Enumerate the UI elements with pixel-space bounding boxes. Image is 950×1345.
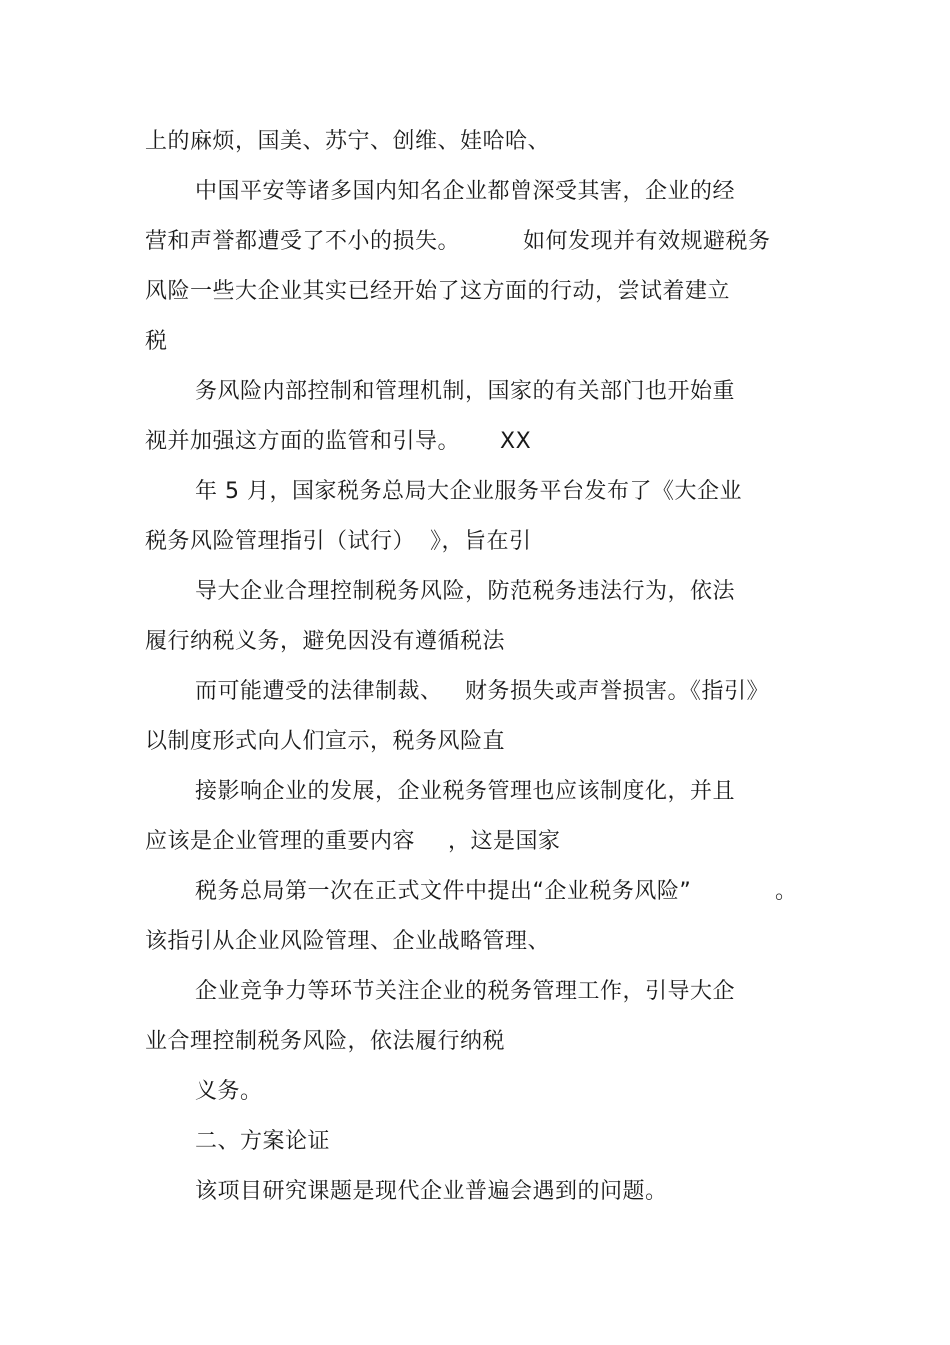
- text-line: 营和声誉都遭受了不小的损失。: [145, 229, 461, 254]
- text-line: 履行纳税义务，避免因没有遵循税法: [145, 629, 506, 654]
- text-line: 如何发现并有效规避税务: [523, 229, 771, 254]
- text-line: 年 5 月，国家税务总局大企业服务平台发布了《大企业: [195, 479, 742, 504]
- text-line: XX: [500, 429, 532, 454]
- text-line: 。: [775, 879, 798, 904]
- text-line: ，这是国家: [448, 829, 561, 854]
- text-line: 税: [145, 329, 168, 354]
- text-line: 财务损失或声誉损害。《指引》: [465, 679, 770, 704]
- text-line: 企业竞争力等环节关注企业的税务管理工作，引导大企: [195, 979, 736, 1004]
- text-line: 业合理控制税务风险，依法履行纳税: [145, 1029, 506, 1054]
- text-line: 务风险内部控制和管理机制，国家的有关部门也开始重: [195, 379, 736, 404]
- text-line: 而可能遭受的法律制裁、: [195, 679, 443, 704]
- text-line: 以制度形式向人们宣示，税务风险直: [145, 729, 506, 754]
- text-line: 应该是企业管理的重要内容: [145, 829, 416, 854]
- text-line: 》，旨在引: [430, 529, 532, 554]
- text-line: 税务风险管理指引（试行）: [145, 529, 416, 554]
- text-line: 视并加强这方面的监管和引导。: [145, 429, 461, 454]
- text-line: 导大企业合理控制税务风险，防范税务违法行为，依法: [195, 579, 736, 604]
- text-line: 税务总局第一次在正式文件中提出“企业税务风险”: [195, 879, 692, 904]
- text-line: 该项目研究课题是现代企业普遍会遇到的问题。: [195, 1179, 668, 1204]
- text-line: 义务。: [195, 1079, 263, 1104]
- text-line: 风险一些大企业其实已经开始了这方面的行动，尝试着建立: [145, 279, 731, 304]
- text-line: 中国平安等诸多国内知名企业都曾深受其害，企业的经: [195, 179, 736, 204]
- section-heading: 二、方案论证: [195, 1129, 331, 1154]
- text-line: 接影响企业的发展，企业税务管理也应该制度化，并且: [195, 779, 736, 804]
- text-line: 该指引从企业风险管理、企业战略管理、: [145, 929, 551, 954]
- text-line: 上的麻烦，国美、苏宁、创维、娃哈哈、: [145, 129, 551, 154]
